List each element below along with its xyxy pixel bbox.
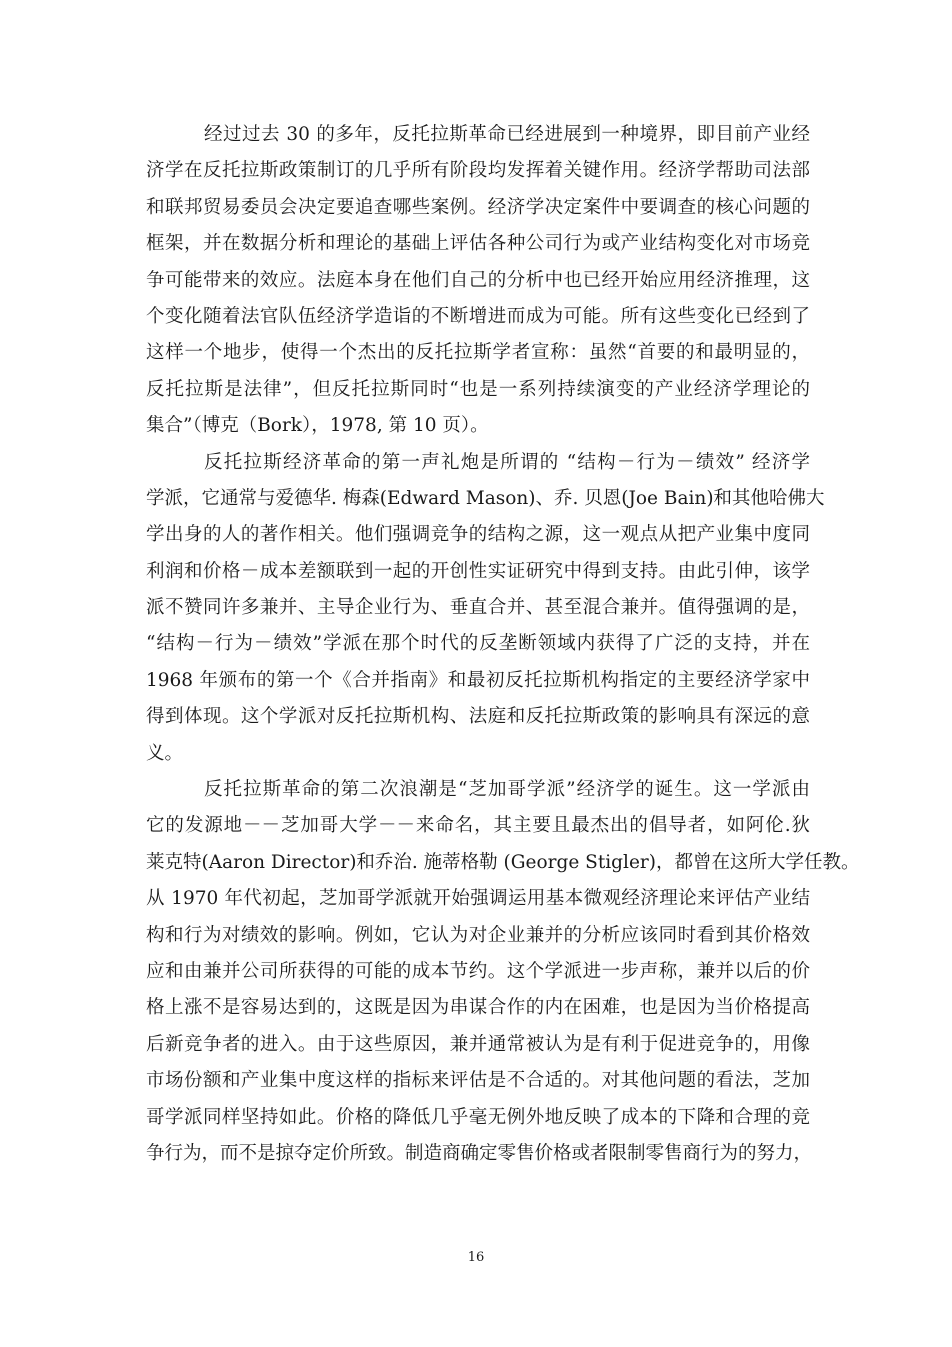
text-line: 济学在反托拉斯政策制订的几乎所有阶段均发挥着关键作用。经济学帮助司法部 (146, 160, 810, 182)
text-line: 争行为，而不是掠夺定价所致。制造商确定零售价格或者限制零售商行为的努力， (146, 1142, 813, 1164)
text-line: 它的发源地－－芝加哥大学－－来命名，其主要且最杰出的倡导者，如阿伦.狄 (146, 815, 810, 837)
text-line: 义。 (146, 742, 184, 764)
paragraph-3 (146, 772, 860, 1172)
text-line: 市场份额和产业集中度这样的指标来评估是不合适的。对其他问题的看法，芝加 (146, 1070, 810, 1092)
text-line: 集合”（博克（Bork），1978, 第 10 页）。 (146, 415, 489, 437)
text-line: 反托拉斯经济革命的第一声礼炮是所谓的 “结构－行为－绩效” 经济学 (204, 451, 810, 473)
body-text (146, 117, 860, 1172)
page-number: 16 (467, 1250, 485, 1265)
text-line: 从 1970 年代初起，芝加哥学派就开始强调运用基本微观经济理论来评估产业结 (146, 888, 810, 910)
text-line: 1968 年颁布的第一个《合并指南》和最初反托拉斯机构指定的主要经济学家中 (146, 669, 810, 691)
text-line: 学派，它通常与爱德华. 梅森(Edward Mason)、乔. 贝恩(Joe Bain)和其他哈佛大 (146, 487, 825, 509)
text-line: 应和由兼并公司所获得的可能的成本节约。这个学派进一步声称，兼并以后的价 (146, 960, 810, 982)
text-line: 莱克特(Aaron Director)和乔治. 施蒂格勒 (George Stigler)，都曾在这所大学任教。 (146, 851, 860, 873)
text-line: 这样一个地步，使得一个杰出的反托拉斯学者宣称：虽然“首要的和最明显的， (146, 342, 810, 364)
text-line: 争可能带来的效应。法庭本身在他们自己的分析中也已经开始应用经济推理，这 (146, 269, 810, 291)
text-line: 框架，并在数据分析和理论的基础上评估各种公司行为或产业结构变化对市场竞 (146, 233, 810, 255)
paragraph-2 (146, 445, 825, 773)
text-line: 学出身的人的著作相关。他们强调竞争的结构之源，这一观点从把产业集中度同 (146, 524, 810, 546)
text-line: 个变化随着法官队伍经济学造诣的不断增进而成为可能。所有这些变化已经到了 (146, 305, 810, 327)
text-line: 构和行为对绩效的影响。例如，它认为对企业兼并的分析应该同时看到其价格效 (146, 924, 810, 946)
text-line: 利润和价格－成本差额联到一起的开创性实证研究中得到支持。由此引伸，该学 (146, 560, 810, 582)
paragraph-1 (146, 117, 810, 445)
text-line: 得到体现。这个学派对反托拉斯机构、法庭和反托拉斯政策的影响具有深远的意 (146, 706, 810, 728)
text-line: 反托拉斯是法律”，但反托拉斯同时“也是一系列持续演变的产业经济学理论的 (146, 378, 810, 400)
text-line: 派不赞同许多兼并、主导企业行为、垂直合并、甚至混合兼并。值得强调的是， (146, 597, 810, 619)
text-line: 后新竞争者的进入。由于这些原因，兼并通常被认为是有利于促进竞争的，用像 (146, 1033, 810, 1055)
text-line: 反托拉斯革命的第二次浪潮是“芝加哥学派”经济学的诞生。这一学派由 (204, 779, 810, 801)
text-line: 格上涨不是容易达到的，这既是因为串谋合作的内在困难，也是因为当价格提高 (146, 997, 810, 1019)
text-line: 经过过去 30 的多年，反托拉斯革命已经进展到一种境界，即目前产业经 (204, 124, 810, 145)
text-line: 哥学派同样坚持如此。价格的降低几乎毫无例外地反映了成本的下降和合理的竞 (146, 1106, 810, 1128)
text-line: “结构－行为－绩效”学派在那个时代的反垄断领域内获得了广泛的支持，并在 (146, 633, 810, 655)
text-line: 和联邦贸易委员会决定要追查哪些案例。经济学决定案件中要调查的核心问题的 (146, 196, 810, 218)
